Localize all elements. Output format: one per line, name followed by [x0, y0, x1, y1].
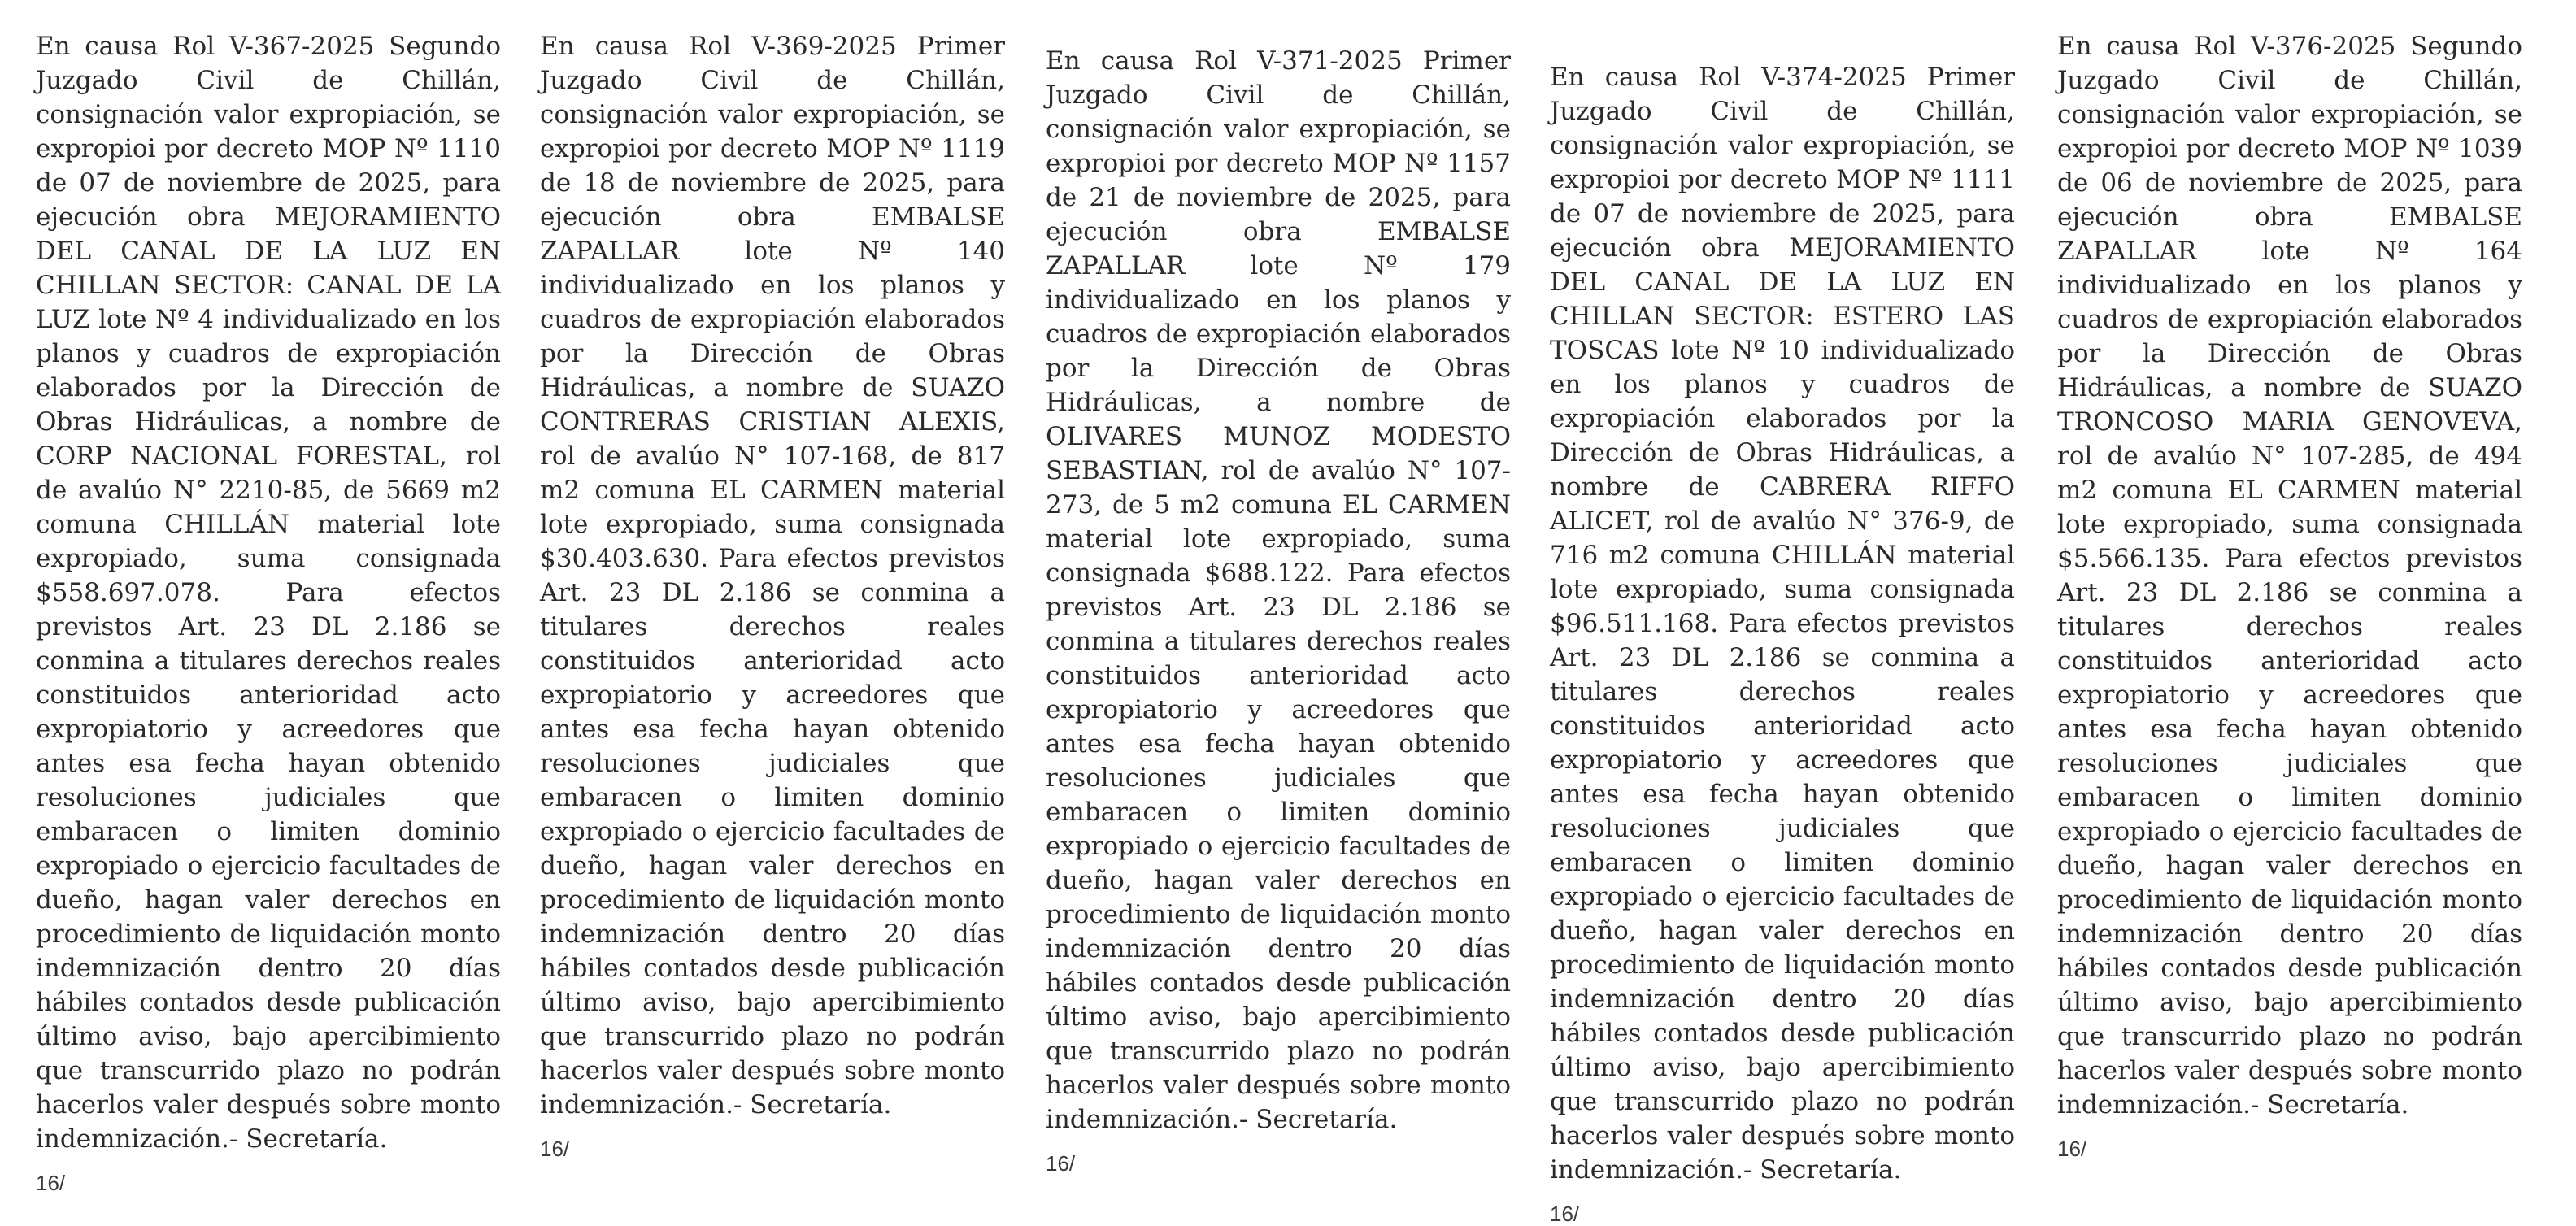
notice-column-3 — [1046, 44, 1511, 1176]
notice-text-v-371-2025: En causa Rol V-371-2025 Primer Juzgado Civil de Chillán, consignación valor expropiación, se expropioi por decreto MOP Nº 1157 de 21 de noviembre de 2025, para ejecución obra EMBALSE ZAPALLAR lote Nº 179 individualizado en los planos y cuadros de expropiación elaborados por la Dirección de Obras Hidráulicas, a nombre de OLIVARES MUNOZ MODESTO SEBASTIAN, rol de avalúo N° 107-273, de 5 m2 comuna EL CARMEN material lote expropiado, suma consignada $688.122. Para efectos previstos Art. 23 DL 2.186 se conmina a titulares derechos reales constituidos anterioridad acto expropiatorio y acreedores que antes esa fecha hayan obtenido resoluciones judiciales que embaracen o limiten dominio expropiado o ejercicio facultades de dueño, hagan valer derechos en procedimiento de liquidación monto indemnización dentro 20 días hábiles contados desde publicación último aviso, bajo apercibimiento que transcurrido plazo no podrán hacerlos valer después sobre monto indemnización.- Secretaría. — [1046, 46, 1511, 1134]
notice-issue-tag: 16/ — [540, 1137, 570, 1161]
notice-issue-tag: 16/ — [1550, 1202, 1580, 1226]
notice-column-2 — [540, 29, 1005, 1161]
notice-column-4 — [1550, 60, 2015, 1226]
notice-column-5 — [2057, 29, 2522, 1161]
notice-issue-tag: 16/ — [2057, 1137, 2087, 1161]
notice-issue-tag: 16/ — [1046, 1151, 1076, 1176]
notice-column-1 — [36, 29, 501, 1195]
notice-text-v-367-2025: En causa Rol V-367-2025 Segundo Juzgado Civil de Chillán, consignación valor expropiación, se expropioi por decreto MOP Nº 1110 de 07 de noviembre de 2025, para ejecución obra MEJORAMIENTO DEL CANAL DE LA LUZ EN CHILLAN SECTOR: CANAL DE LA LUZ lote Nº 4 individualizado en los planos y cuadros de expropiación elaborados por la Dirección de Obras Hidráulicas, a nombre de CORP NACIONAL FORESTAL, rol de avalúo N° 2210-85, de 5669 m2 comuna CHILLÁN material lote expropiado, suma consignada $558.697.078. Para efectos previstos Art. 23 DL 2.186 se conmina a titulares derechos reales constituidos anterioridad acto expropiatorio y acreedores que antes esa fecha hayan obtenido resoluciones judiciales que embaracen o limiten dominio expropiado o ejercicio facultades de dueño, hagan valer derechos en procedimiento de liquidación monto indemnización dentro 20 días hábiles contados desde publicación último aviso, bajo apercibimiento que transcurrido plazo no podrán hacerlos valer después sobre monto indemnización.- Secretaría. — [36, 32, 501, 1154]
notice-text-v-374-2025: En causa Rol V-374-2025 Primer Juzgado Civil de Chillán, consignación valor expropiación, se expropioi por decreto MOP Nº 1111 de 07 de noviembre de 2025, para ejecución obra MEJORAMIENTO DEL CANAL DE LA LUZ EN CHILLAN SECTOR: ESTERO LAS TOSCAS lote Nº 10 individualizado en los planos y cuadros de expropiación elaborados por la Dirección de Obras Hidráulicas, a nombre de CABRERA RIFFO ALICET, rol de avalúo N° 376-9, de 716 m2 comuna CHILLÁN material lote expropiado, suma consignada $96.511.168. Para efectos previstos Art. 23 DL 2.186 se conmina a titulares derechos reales constituidos anterioridad acto expropiatorio y acreedores que antes esa fecha hayan obtenido resoluciones judiciales que embaracen o limiten dominio expropiado o ejercicio facultades de dueño, hagan valer derechos en procedimiento de liquidación monto indemnización dentro 20 días hábiles contados desde publicación último aviso, bajo apercibimiento que transcurrido plazo no podrán hacerlos valer después sobre monto indemnización.- Secretaría. — [1550, 63, 2015, 1185]
notice-text-v-376-2025: En causa Rol V-376-2025 Segundo Juzgado Civil de Chillán, consignación valor expropiación, se expropioi por decreto MOP Nº 1039 de 06 de noviembre de 2025, para ejecución obra EMBALSE ZAPALLAR lote Nº 164 individualizado en los planos y cuadros de expropiación elaborados por la Dirección de Obras Hidráulicas, a nombre de SUAZO TRONCOSO MARIA GENOVEVA, rol de avalúo N° 107-285, de 494 m2 comuna EL CARMEN material lote expropiado, suma consignada $5.566.135. Para efectos previstos Art. 23 DL 2.186 se conmina a titulares derechos reales constituidos anterioridad acto expropiatorio y acreedores que antes esa fecha hayan obtenido resoluciones judiciales que embaracen o limiten dominio expropiado o ejercicio facultades de dueño, hagan valer derechos en procedimiento de liquidación monto indemnización dentro 20 días hábiles contados desde publicación último aviso, bajo apercibimiento que transcurrido plazo no podrán hacerlos valer después sobre monto indemnización.- Secretaría. — [2057, 32, 2522, 1119]
notice-issue-tag: 16/ — [36, 1171, 66, 1195]
notice-text-v-369-2025: En causa Rol V-369-2025 Primer Juzgado Civil de Chillán, consignación valor expropiación, se expropioi por decreto MOP Nº 1119 de 18 de noviembre de 2025, para ejecución obra EMBALSE ZAPALLAR lote Nº 140 individualizado en los planos y cuadros de expropiación elaborados por la Dirección de Obras Hidráulicas, a nombre de SUAZO CONTRERAS CRISTIAN ALEXIS, rol de avalúo N° 107-168, de 817 m2 comuna EL CARMEN material lote expropiado, suma consignada $30.403.630. Para efectos previstos Art. 23 DL 2.186 se conmina a titulares derechos reales constituidos anterioridad acto expropiatorio y acreedores que antes esa fecha hayan obtenido resoluciones judiciales que embaracen o limiten dominio expropiado o ejercicio facultades de dueño, hagan valer derechos en procedimiento de liquidación monto indemnización dentro 20 días hábiles contados desde publicación último aviso, bajo apercibimiento que transcurrido plazo no podrán hacerlos valer después sobre monto indemnización.- Secretaría. — [540, 32, 1005, 1119]
